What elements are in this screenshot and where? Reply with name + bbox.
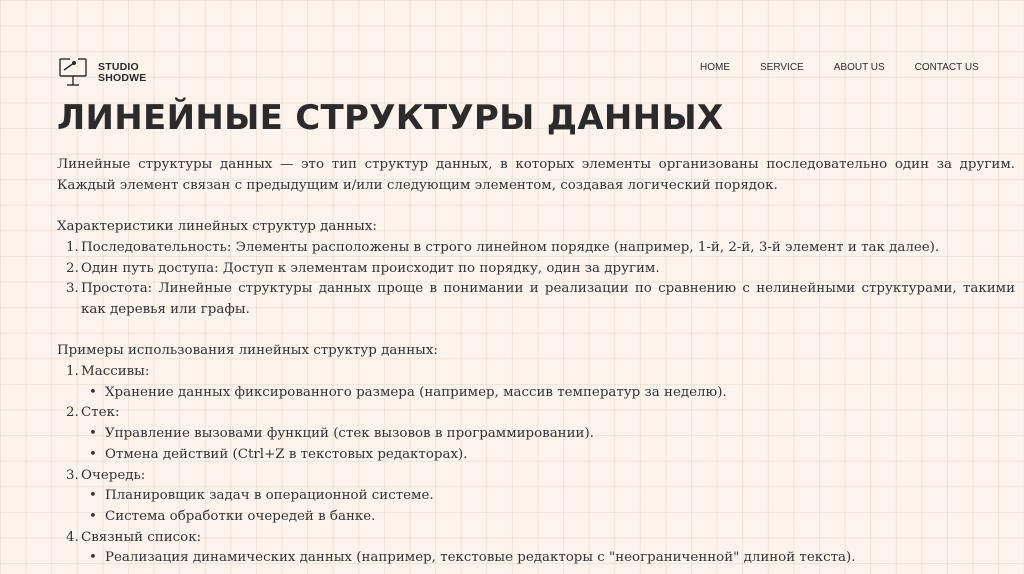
sub-list-item: • Хранение данных фиксированного размера (например, массив температур за неделю). xyxy=(89,384,727,400)
nav-contact-us[interactable]: CONTACT US xyxy=(914,62,979,73)
list-item: 1. Массивы: xyxy=(66,364,150,379)
characteristics-heading: Характеристики линейных структур данных: xyxy=(57,219,377,235)
intro-paragraph: Линейные структуры данных — это тип структур данных, в которых элементы организованы последовательно один за другим. Каждый элемент связан с предыдущим и/или следующим элементом, создавая логический порядок. xyxy=(57,157,1015,193)
examples-list xyxy=(57,362,1015,569)
list-item: 3. Очередь: xyxy=(66,467,146,483)
nav-about-us[interactable]: ABOUT US xyxy=(833,62,885,73)
sub-list-item: • Управление вызовами функций (стек вызовов в программировании). xyxy=(89,426,594,442)
sub-list-item: • Система обработки очередей в банке. xyxy=(89,508,376,524)
list-item: 2. Стек: xyxy=(66,405,120,421)
slide-body xyxy=(57,155,1015,569)
list-item: 4. Связный список: xyxy=(66,529,202,545)
top-nav xyxy=(700,62,979,73)
monitor-icon xyxy=(58,55,90,91)
page-title: ЛИНЕЙНЫЕ СТРУКТУРЫ ДАННЫХ xyxy=(57,98,724,138)
list-item: 1. Последовательность: Элементы расположены в строго линейном порядке (например, 1-й, 2-й, 3-й элемент и так далее). xyxy=(66,239,940,255)
sub-list-item: • Отмена действий (Ctrl+Z в текстовых редакторах). xyxy=(89,446,468,462)
brand-name-line1: STUDIO xyxy=(98,61,139,73)
nav-service[interactable]: SERVICE xyxy=(760,62,804,73)
sub-list-item: • Планировщик задач в операционной системе. xyxy=(89,488,434,504)
brand-name-line2: SHODWE xyxy=(98,72,147,84)
brand-logo[interactable] xyxy=(58,55,146,91)
sub-list-item: • Реализация динамических данных (например, текстовые редакторы с "неограниченной" длиной текста). xyxy=(89,550,856,566)
examples-heading: Примеры использования линейных структур данных: xyxy=(57,343,438,359)
list-item: 2. Один путь доступа: Доступ к элементам происходит по порядку, один за другим. xyxy=(66,260,660,276)
nav-home[interactable]: HOME xyxy=(700,62,730,73)
characteristics-list xyxy=(57,238,1015,321)
list-item: 3. Простота: Линейные структуры данных проще в понимании и реализации по сравнению с нелинейными структурами, такими как деревья или графы. xyxy=(66,281,1015,317)
